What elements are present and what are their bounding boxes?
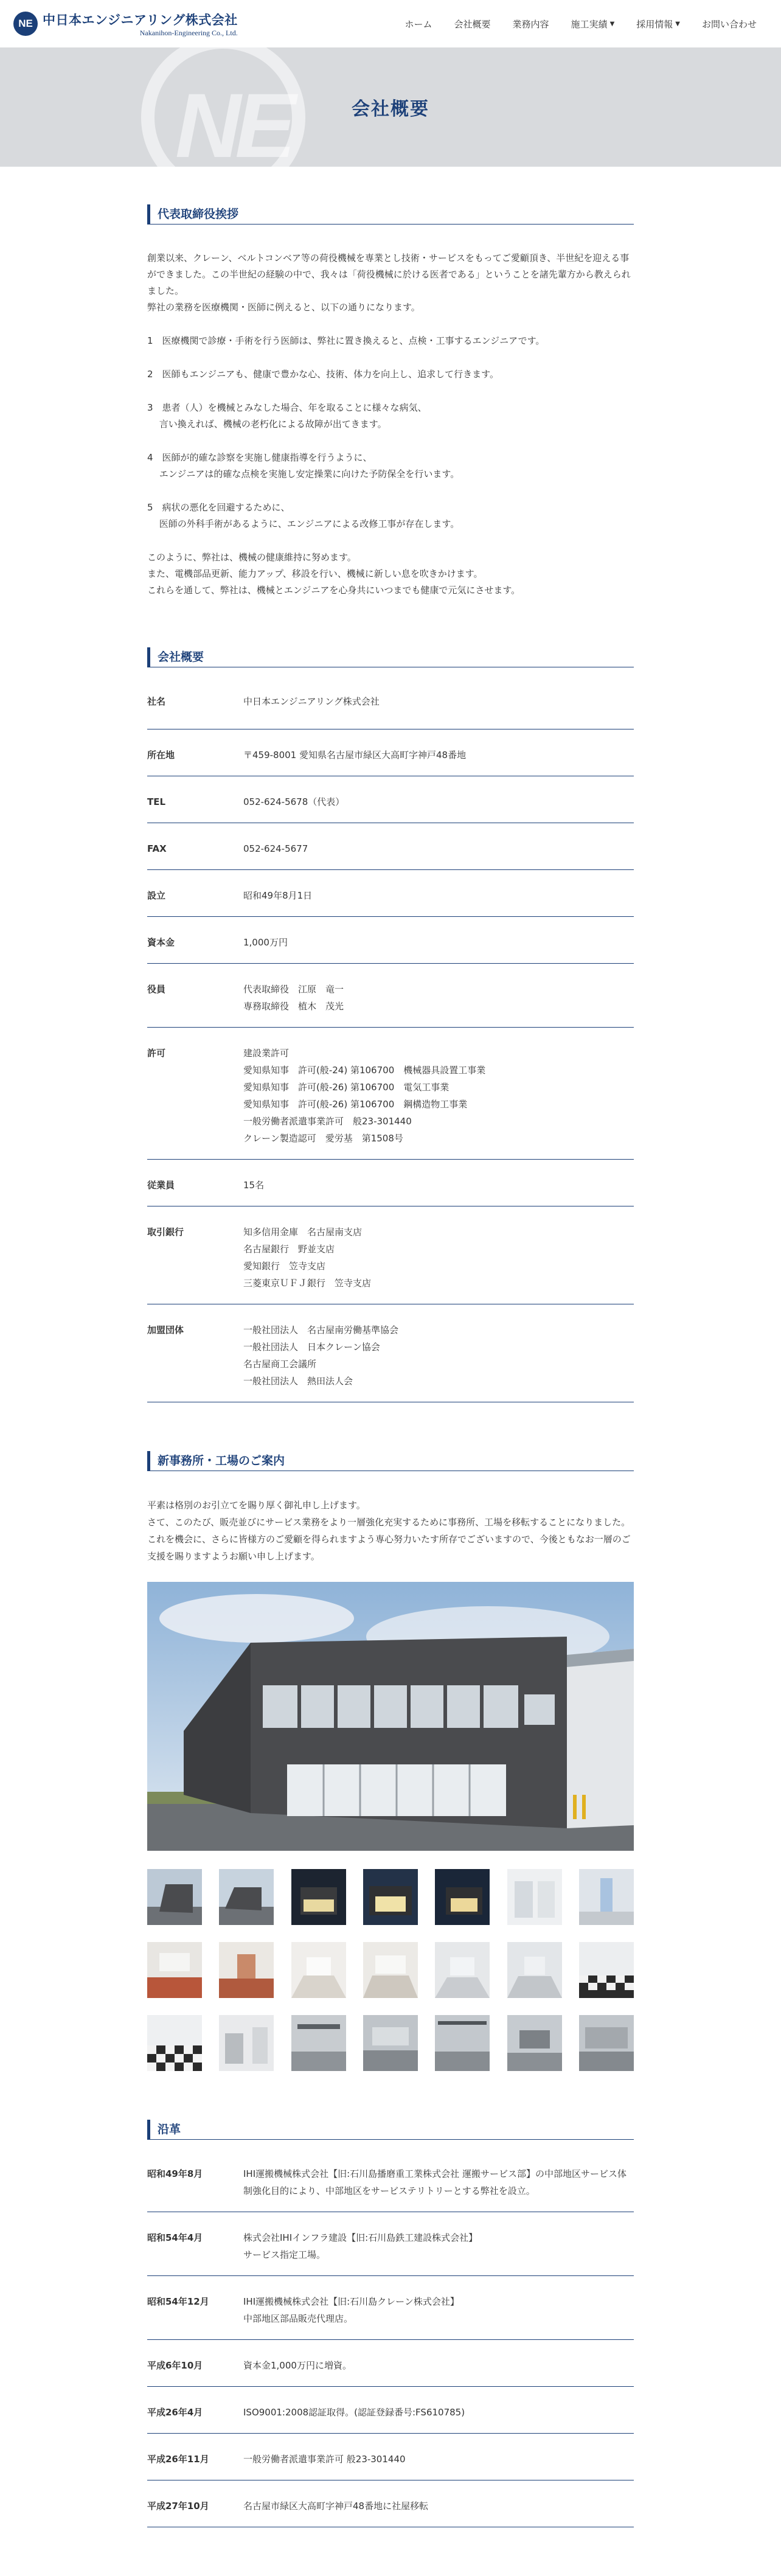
section-title-history: 沿革 xyxy=(147,2120,634,2140)
building-image-icon xyxy=(147,1582,634,1851)
nav-contact[interactable]: お問い合わせ xyxy=(701,18,757,30)
page-title: 会社概要 xyxy=(352,99,429,120)
greeting-closing: また、電機部品更新、能力アップ、移設を行い、機械に新しい息を吹きかけます。 xyxy=(147,568,483,579)
gallery-thumbnail[interactable] xyxy=(219,1942,274,1998)
gallery-thumbnail[interactable] xyxy=(363,1869,418,1925)
main-content xyxy=(147,167,634,2527)
history-section xyxy=(147,2120,634,2527)
hero-logo-watermark-icon: NE xyxy=(141,47,305,167)
table-row: 取引銀行 知多信用金庫 名古屋南支店 名古屋銀行 野並支店 愛知銀行 笠寺支店 三菱東京ＵＦＪ銀行 笠寺支店 xyxy=(147,1206,634,1304)
section-title-new-office: 新事務所・工場のご案内 xyxy=(147,1451,634,1471)
gallery-thumbnail[interactable] xyxy=(579,1869,634,1925)
gallery-thumbnail[interactable] xyxy=(291,2015,346,2071)
gallery-thumbnail[interactable] xyxy=(291,1869,346,1925)
table-row: 資本金 1,000万円 xyxy=(147,917,634,964)
greeting-point: 5 病状の悪化を回避するために、 医師の外科手術があるように、エンジニアによる改修工事が存在します。 xyxy=(147,502,460,529)
gallery-thumbnail[interactable] xyxy=(147,1869,202,1925)
chevron-down-icon: ▼ xyxy=(609,20,615,27)
page-hero xyxy=(0,47,781,167)
greeting-closing: これらを通して、弊社は、機械とエンジニアを心身共にいつまでも健康で元気にさせます。 xyxy=(147,585,521,596)
gallery-thumbnail[interactable] xyxy=(435,1869,490,1925)
table-row: TEL 052-624-5678（代表） xyxy=(147,776,634,823)
greeting-point: 4 医師が的確な診察を実施し健康指導を行うように、 エンジニアは的確な点検を実施し安定操業に向けた予防保全を行います。 xyxy=(147,452,460,479)
section-title-greeting: 代表取締役挨拶 xyxy=(147,204,634,225)
table-row: 設立 昭和49年8月1日 xyxy=(147,870,634,917)
gallery-thumbnail[interactable] xyxy=(579,2015,634,2071)
greeting-section xyxy=(147,204,634,599)
history-table xyxy=(147,2165,634,2527)
nav-company[interactable]: 会社概要 xyxy=(454,18,491,30)
table-row: 許可 建設業許可 愛知県知事 許可(般-24) 第106700 機械器具設置工事業 愛知県知事 許可(般-26) 第106700 電気工事業 愛知県知事 許可(般-26) 第106700 鋼構造物工事業 一般労働者派遣事業許可 般23-301440 クレーン製造認可 愛労基 第1508号 xyxy=(147,1028,634,1160)
gallery-thumbnail[interactable] xyxy=(219,1869,274,1925)
greeting-intro: 創業以来、クレーン、ベルトコンベア等の荷役機械を専業とし技術・サービスをもってご愛顧頂き、半世紀を迎える事ができました。この半世紀の経験の中で、我々は「荷役機械に於ける医者である」ということを諸先輩方から教えられました。 xyxy=(147,252,631,296)
gallery-thumbnail[interactable] xyxy=(507,1942,562,1998)
greeting-point: 3 患者（人）を機械とみなした場合、年を取ることに様々な病気、 言い換えれば、機械の老朽化による故障が出てきます。 xyxy=(147,402,427,430)
building-photo xyxy=(147,1582,634,1851)
table-row: 昭和54年4月 株式会社IHIインフラ建設【旧:石川島鉄工建設株式会社】 サービス指定工場。 xyxy=(147,2212,634,2276)
gallery-thumbnail[interactable] xyxy=(579,1942,634,1998)
gallery-thumbnail[interactable] xyxy=(291,1942,346,1998)
photo-gallery xyxy=(147,1869,634,2071)
new-office-section xyxy=(147,1451,634,2071)
greeting-point: 1 医療機関で診療・手術を行う医師は、弊社に置き換えると、点検・工事するエンジニアです。 xyxy=(147,335,545,346)
gallery-thumbnail[interactable] xyxy=(507,2015,562,2071)
table-row: 役員 代表取締役 江原 竜一 専務取締役 植木 茂光 xyxy=(147,964,634,1028)
logo-company-name: 中日本エンジニアリング株式会社 xyxy=(43,12,238,27)
table-row: 従業員 15名 xyxy=(147,1160,634,1206)
greeting-point: 2 医師もエンジニアも、健康で豊かな心、技術、体力を向上し、追求して行きます。 xyxy=(147,369,499,380)
site-header xyxy=(0,0,781,47)
nav-home[interactable]: ホーム xyxy=(404,18,432,30)
nav-business[interactable]: 業務内容 xyxy=(512,18,549,30)
chevron-down-icon: ▼ xyxy=(675,20,680,27)
table-row: 社名 中日本エンジニアリング株式会社 xyxy=(147,693,634,729)
gallery-thumbnail[interactable] xyxy=(219,2015,274,2071)
table-row: 平成6年10月 資本金1,000万円に増資。 xyxy=(147,2340,634,2387)
notice-text: さて、このたび、販売並びにサービス業務をより一層強化充実するために事務所、工場を移転することになりました。これを機会に、さらに皆様方のご愛顧を得られますよう専心努力いたす所存でございますので、今後ともなお一層のご支援を賜りますようお願い申し上げます。 xyxy=(147,1517,631,1562)
overview-section xyxy=(147,647,634,1402)
section-title-overview: 会社概要 xyxy=(147,647,634,667)
table-row: FAX 052-624-5677 xyxy=(147,823,634,870)
table-row: 平成26年11月 一般労働者派遣事業許可 般23-301440 xyxy=(147,2434,634,2480)
gallery-thumbnail[interactable] xyxy=(363,1942,418,1998)
table-row: 加盟団体 一般社団法人 名古屋南労働基準協会 一般社団法人 日本クレーン協会 名古屋商工会議所 一般社団法人 熱田法人会 xyxy=(147,1304,634,1402)
global-nav xyxy=(405,18,757,30)
gallery-thumbnail[interactable] xyxy=(363,2015,418,2071)
gallery-thumbnail[interactable] xyxy=(507,1869,562,1925)
gallery-thumbnail[interactable] xyxy=(147,1942,202,1998)
greeting-closing: このように、弊社は、機械の健康維持に努めます。 xyxy=(147,552,356,563)
gallery-thumbnail[interactable] xyxy=(435,1942,490,1998)
notice-text: 平素は格別のお引立てを賜り厚く御礼申し上げます。 xyxy=(147,1500,366,1511)
table-row: 平成27年10月 名古屋市緑区大高町字神戸48番地に社屋移転 xyxy=(147,2480,634,2527)
greeting-intro-2: 弊社の業務を医療機関・医師に例えると、以下の通りになります。 xyxy=(147,302,420,313)
logo-mark-icon: NE xyxy=(13,12,38,36)
overview-table xyxy=(147,693,634,1402)
logo-company-name-en: Nakanihon-Engineering Co., Ltd. xyxy=(139,28,238,37)
nav-works[interactable]: 施工実績 ▼ xyxy=(571,18,615,30)
table-row: 昭和49年8月 IHI運搬機械株式会社【旧:石川島播磨重工業株式会社 運搬サービス部】の中部地区サービス体制強化目的により、中部地区をサービステリトリーとする弊社を設立。 xyxy=(147,2165,634,2212)
gallery-thumbnail[interactable] xyxy=(435,2015,490,2071)
table-row: 平成26年4月 ISO9001:2008認証取得。(認証登録番号:FS610785) xyxy=(147,2387,634,2434)
nav-recruit[interactable]: 採用情報 ▼ xyxy=(636,18,680,30)
gallery-thumbnail[interactable] xyxy=(147,2015,202,2071)
table-row: 昭和54年12月 IHI運搬機械株式会社【旧:石川島クレーン株式会社】 中部地区部品販売代理店。 xyxy=(147,2276,634,2340)
table-row: 所在地 〒459-8001 愛知県名古屋市緑区大高町字神戸48番地 xyxy=(147,729,634,776)
site-logo[interactable] xyxy=(13,10,238,38)
